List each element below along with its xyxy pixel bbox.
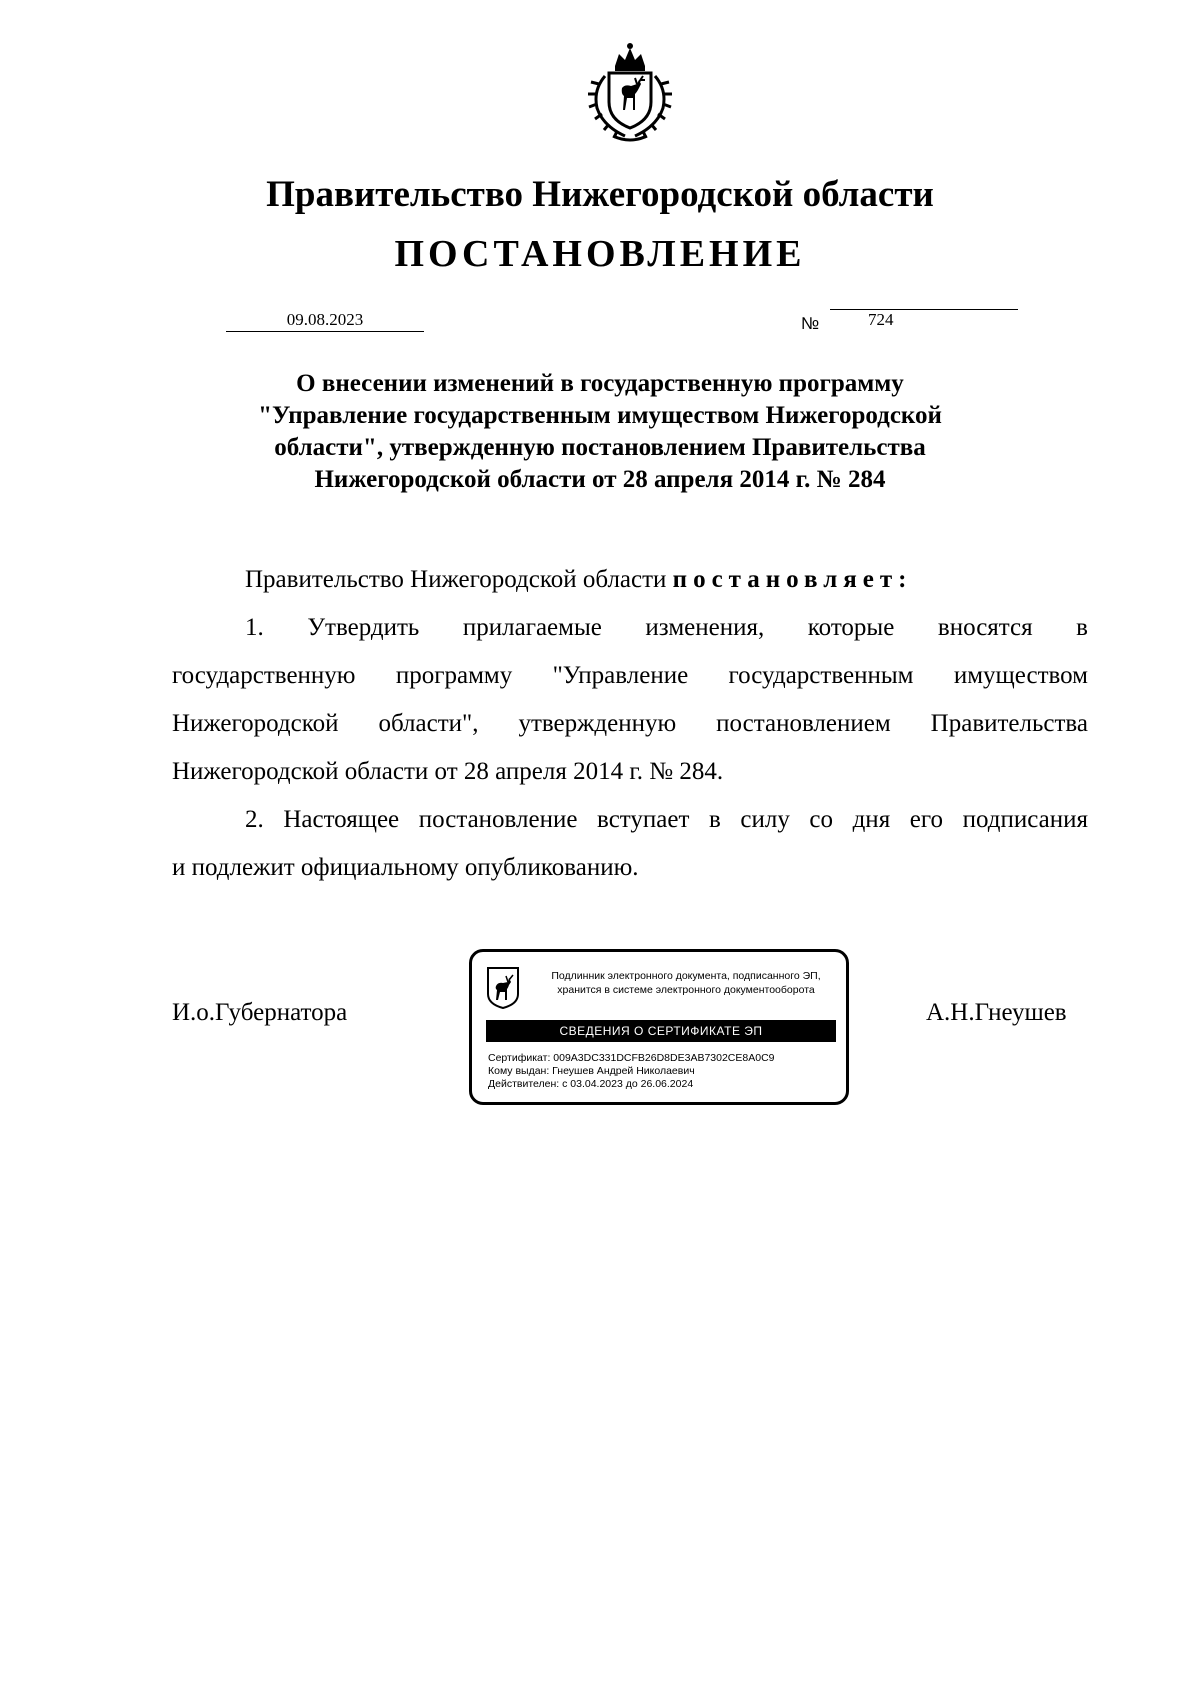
intro-prefix: Правительство Нижегородской области bbox=[245, 566, 673, 593]
certificate-validity: Действителен: с 03.04.2023 до 26.06.2024 bbox=[488, 1078, 694, 1090]
intro-verb: постановляет: bbox=[672, 566, 913, 593]
certificate-details bbox=[488, 1052, 775, 1091]
number-sign: № bbox=[801, 314, 820, 333]
item-1-line: Нижегородской области от 28 апреля 2014 г. № 284. bbox=[172, 758, 724, 785]
subject-line: О внесении изменений в государственную программу bbox=[296, 370, 904, 397]
stamp-header-line: Подлинник электронного документа, подписанного ЭП, bbox=[551, 970, 821, 982]
intro-paragraph bbox=[172, 556, 1088, 604]
item-1-line: Нижегородской области", утвержденную постановлением Правительства bbox=[172, 710, 1088, 737]
subject-line: области", утвержденную постановлением Правительства bbox=[274, 434, 926, 461]
document-body bbox=[172, 556, 1088, 892]
document-number: 724 bbox=[868, 310, 894, 329]
subject-line: Нижегородской области от 28 апреля 2014 г. № 284 bbox=[314, 466, 886, 493]
item-2-line: 2. Настоящее постановление вступает в силу со дня его подписания bbox=[245, 806, 1088, 833]
subject-line: "Управление государственным имуществом Нижегородской bbox=[258, 402, 942, 429]
signatory-position: И.о.Губернатора bbox=[172, 999, 348, 1026]
document-type: ПОСТАНОВЛЕНИЕ bbox=[394, 233, 806, 275]
item-2-line: и подлежит официальному опубликованию. bbox=[172, 854, 639, 881]
document-number-field bbox=[830, 309, 1018, 329]
stamp-header-line: хранится в системе электронного документооборота bbox=[557, 984, 815, 996]
electronic-signature-stamp bbox=[469, 949, 849, 1105]
organization-title: Правительство Нижегородской области bbox=[266, 174, 934, 215]
document-subject bbox=[180, 368, 1020, 496]
certificate-owner: Кому выдан: Гнеушев Андрей Николаевич bbox=[488, 1065, 695, 1077]
item-1-line: 1. Утвердить прилагаемые изменения, которые вносятся в bbox=[245, 614, 1088, 641]
item-1-line: государственную программу "Управление государственным имуществом bbox=[172, 662, 1088, 689]
coat-of-arms-shield-icon bbox=[486, 966, 520, 1010]
certificate-serial: Сертификат: 009A3DC331DCFB26D8DE3AB7302CE8A0C9 bbox=[488, 1052, 775, 1064]
stamp-header bbox=[528, 969, 844, 997]
certificate-info-bar: СВЕДЕНИЯ О СЕРТИФИКАТЕ ЭП bbox=[486, 1020, 836, 1042]
signatory-name: А.Н.Гнеушев bbox=[926, 999, 1067, 1026]
nizhny-novgorod-coat-of-arms-icon bbox=[575, 40, 685, 144]
document-date: 09.08.2023 bbox=[226, 309, 424, 332]
